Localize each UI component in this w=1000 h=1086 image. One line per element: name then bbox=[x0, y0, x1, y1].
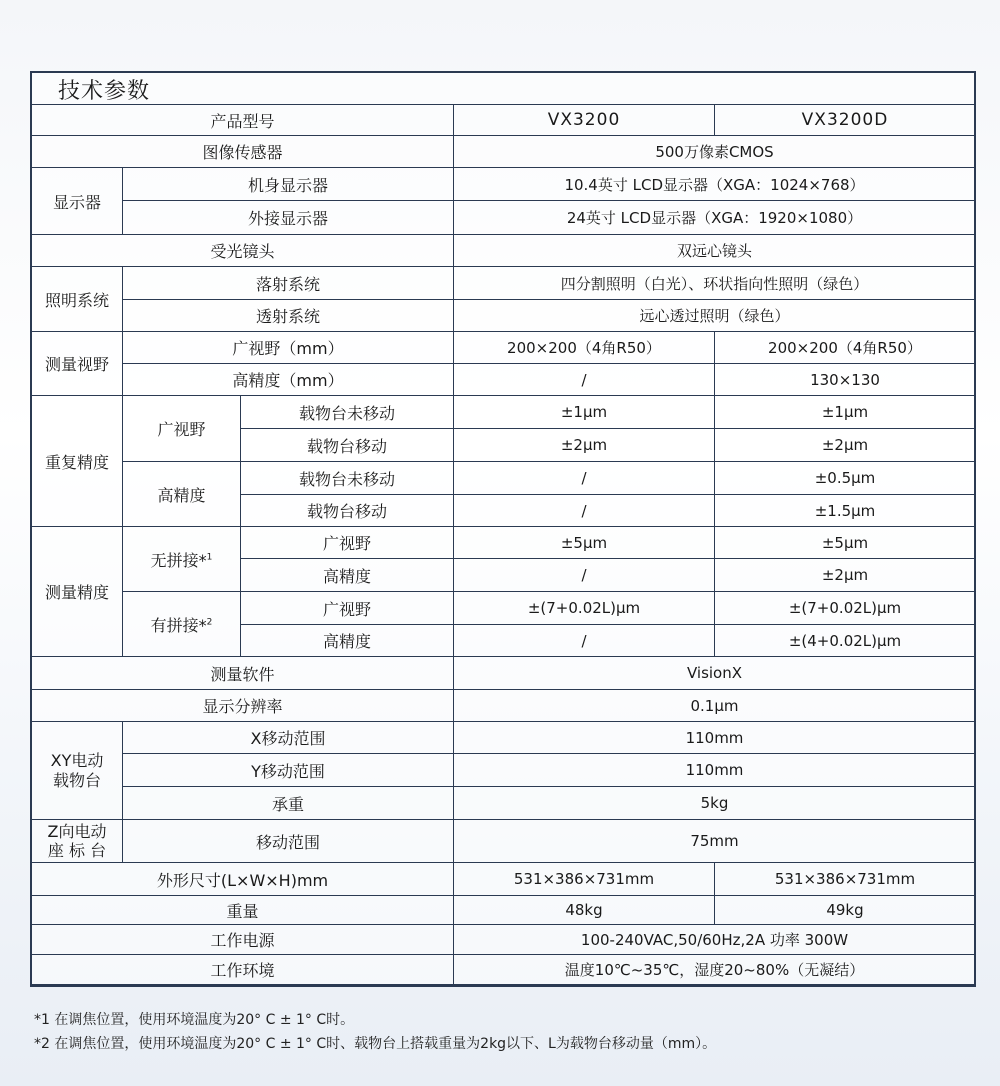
table-row bbox=[32, 396, 976, 429]
value-vx3200d: 49kg bbox=[715, 896, 976, 925]
row-value: 75mm bbox=[454, 820, 976, 863]
value-vx3200: 48kg bbox=[454, 896, 715, 925]
row-label: 载物台移动 bbox=[241, 495, 454, 527]
row-label: 落射系统 bbox=[123, 267, 454, 300]
row-label: Y移动范围 bbox=[123, 754, 454, 787]
row-value: 10.4英寸 LCD显示器（XGA：1024×768） bbox=[454, 168, 976, 201]
table-row bbox=[32, 105, 976, 136]
value-vx3200d: ±(4+0.02L)μm bbox=[715, 625, 976, 657]
page-title: 技术参数 bbox=[58, 79, 151, 104]
table-row bbox=[32, 820, 976, 863]
footnote-2: *2 在调焦位置，使用环境温度为20° C ± 1° C时、载物台上搭载重量为2kg以下、L为载物台移动量（mm）。 bbox=[34, 1036, 717, 1052]
value-vx3200d: ±0.5μm bbox=[715, 462, 976, 495]
row-value: 双远心镜头 bbox=[454, 235, 976, 267]
table-row bbox=[32, 690, 976, 722]
group-label: 重复精度 bbox=[32, 396, 123, 527]
value-vx3200d: ±1.5μm bbox=[715, 495, 976, 527]
row-value: 110mm bbox=[454, 722, 976, 754]
model-vx3200d: VX3200D bbox=[715, 105, 976, 136]
group-label: 显示器 bbox=[32, 168, 123, 235]
table-row bbox=[32, 657, 976, 690]
footnote-1: *1 在调焦位置，使用环境温度为20° C ± 1° C时。 bbox=[34, 1012, 355, 1028]
row-label: 载物台未移动 bbox=[241, 462, 454, 495]
value-vx3200d: ±2μm bbox=[715, 559, 976, 592]
row-label: 显示分辨率 bbox=[32, 690, 454, 722]
value-vx3200: ±5μm bbox=[454, 527, 715, 559]
row-value: 24英寸 LCD显示器（XGA：1920×1080） bbox=[454, 201, 976, 235]
row-label: 重量 bbox=[32, 896, 454, 925]
table-row bbox=[32, 462, 976, 495]
row-label: 机身显示器 bbox=[123, 168, 454, 201]
value-vx3200: ±1μm bbox=[454, 396, 715, 429]
value-vx3200: / bbox=[454, 462, 715, 495]
value-vx3200d: 130×130 bbox=[715, 364, 976, 396]
subgroup-label: 广视野 bbox=[123, 396, 241, 462]
row-label: 广视野（mm） bbox=[123, 332, 454, 364]
value-vx3200: / bbox=[454, 364, 715, 396]
value-vx3200: / bbox=[454, 495, 715, 527]
table-row bbox=[32, 332, 976, 364]
row-label: 测量软件 bbox=[32, 657, 454, 690]
table-row bbox=[32, 364, 976, 396]
row-label: 透射系统 bbox=[123, 300, 454, 332]
model-label: 产品型号 bbox=[32, 105, 454, 136]
row-value: 远心透过照明（绿色） bbox=[454, 300, 976, 332]
value-vx3200: 200×200（4角R50） bbox=[454, 332, 715, 364]
row-value: 100-240VAC,50/60Hz,2A 功率 300W bbox=[454, 925, 976, 955]
table-row bbox=[32, 592, 976, 625]
value-vx3200d: ±1μm bbox=[715, 396, 976, 429]
group-label: Z向电动 座 标 台 bbox=[32, 820, 123, 863]
table-row bbox=[32, 235, 976, 267]
group-label: 测量视野 bbox=[32, 332, 123, 396]
value-vx3200d: 531×386×731mm bbox=[715, 863, 976, 896]
row-label: 高精度（mm） bbox=[123, 364, 454, 396]
row-value: 0.1μm bbox=[454, 690, 976, 722]
row-label: 受光镜头 bbox=[32, 235, 454, 267]
row-label: 高精度 bbox=[241, 625, 454, 657]
table-row bbox=[32, 955, 976, 985]
row-label: 广视野 bbox=[241, 527, 454, 559]
value-vx3200d: ±2μm bbox=[715, 429, 976, 462]
value-vx3200d: 200×200（4角R50） bbox=[715, 332, 976, 364]
table-row bbox=[32, 896, 976, 925]
table-row bbox=[32, 754, 976, 787]
table-row bbox=[32, 925, 976, 955]
row-label: 外接显示器 bbox=[123, 201, 454, 235]
row-value: 四分割照明（白光）、环状指向性照明（绿色） bbox=[454, 267, 976, 300]
table-row bbox=[32, 201, 976, 235]
table-row bbox=[32, 527, 976, 559]
row-label: 工作电源 bbox=[32, 925, 454, 955]
row-value: 温度10℃~35℃，湿度20~80%（无凝结） bbox=[454, 955, 976, 985]
footnotes bbox=[34, 1008, 716, 1056]
group-label: 照明系统 bbox=[32, 267, 123, 332]
subgroup-label: 高精度 bbox=[123, 462, 241, 527]
value-vx3200: ±2μm bbox=[454, 429, 715, 462]
subgroup-label: 有拼接*$^2$ bbox=[123, 592, 241, 657]
row-value: 110mm bbox=[454, 754, 976, 787]
row-label: 高精度 bbox=[241, 559, 454, 592]
table-row bbox=[32, 168, 976, 201]
group-label: 测量精度 bbox=[32, 527, 123, 657]
group-label: XY电动 载物台 bbox=[32, 722, 123, 820]
value-vx3200: 531×386×731mm bbox=[454, 863, 715, 896]
row-value: 500万像素CMOS bbox=[454, 136, 976, 168]
row-label: X移动范围 bbox=[123, 722, 454, 754]
row-label: 承重 bbox=[123, 787, 454, 820]
table-row bbox=[32, 787, 976, 820]
table-row bbox=[32, 267, 976, 300]
table-row bbox=[32, 300, 976, 332]
value-vx3200: ±(7+0.02L)μm bbox=[454, 592, 715, 625]
value-vx3200: / bbox=[454, 559, 715, 592]
row-value: VisionX bbox=[454, 657, 976, 690]
spec-table bbox=[31, 104, 976, 985]
subgroup-label: 无拼接*$^1$ bbox=[123, 527, 241, 592]
table-row bbox=[32, 863, 976, 896]
row-label: 外形尺寸(L×W×H)mm bbox=[32, 863, 454, 896]
model-vx3200: VX3200 bbox=[454, 105, 715, 136]
value-vx3200d: ±5μm bbox=[715, 527, 976, 559]
row-label: 图像传感器 bbox=[32, 136, 454, 168]
row-label: 载物台移动 bbox=[241, 429, 454, 462]
table-row bbox=[32, 722, 976, 754]
row-label: 移动范围 bbox=[123, 820, 454, 863]
row-label: 广视野 bbox=[241, 592, 454, 625]
value-vx3200: / bbox=[454, 625, 715, 657]
row-label: 载物台未移动 bbox=[241, 396, 454, 429]
row-value: 5kg bbox=[454, 787, 976, 820]
table-row bbox=[32, 136, 976, 168]
row-label: 工作环境 bbox=[32, 955, 454, 985]
value-vx3200d: ±(7+0.02L)μm bbox=[715, 592, 976, 625]
